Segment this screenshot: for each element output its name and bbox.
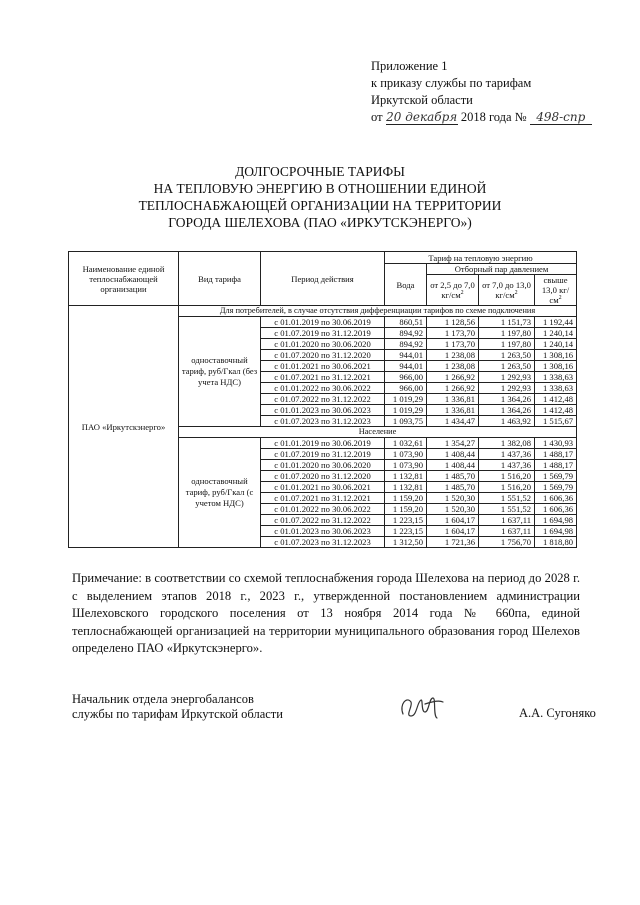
value-cell: 1 240,14 [535,339,577,350]
value-cell: 1 606,36 [535,493,577,504]
value-cell: 1 308,16 [535,361,577,372]
value-cell: 1 551,52 [479,504,535,515]
value-cell: 1 173,70 [427,328,479,339]
value-cell: 1 223,15 [385,515,427,526]
value-cell: 1 292,93 [479,383,535,394]
header-kind: Вид тарифа [179,252,261,306]
value-cell: 1 073,90 [385,449,427,460]
value-cell: 1 412,48 [535,394,577,405]
value-cell: 1 308,16 [535,350,577,361]
title-line-2: НА ТЕПЛОВУЮ ЭНЕРГИЮ В ОТНОШЕНИИ ЕДИНОЙ [153,181,487,196]
value-cell: 1 238,08 [427,361,479,372]
value-cell: 1 364,26 [479,405,535,416]
period-cell: с 01.01.2019 по 30.06.2019 [261,438,385,449]
period-cell: с 01.01.2020 по 30.06.2020 [261,339,385,350]
appendix-from-prefix: от [371,110,383,124]
value-cell: 1 019,29 [385,394,427,405]
value-cell: 1 019,29 [385,405,427,416]
period-cell: с 01.07.2022 по 31.12.2022 [261,394,385,405]
value-cell: 1 240,14 [535,328,577,339]
period-cell: с 01.07.2021 по 31.12.2021 [261,493,385,504]
value-cell: 1 336,81 [427,405,479,416]
value-cell: 1 338,63 [535,372,577,383]
value-cell: 1 516,20 [479,471,535,482]
value-cell: 1 437,36 [479,460,535,471]
appendix-line-2: к приказу службы по тарифам [371,76,532,90]
value-cell: 1 488,17 [535,460,577,471]
period-cell: с 01.07.2020 по 31.12.2020 [261,471,385,482]
appendix-line-3: Иркутской области [371,93,473,107]
value-cell: 966,00 [385,372,427,383]
period-cell: с 01.01.2020 по 30.06.2020 [261,460,385,471]
value-cell: 1 159,20 [385,504,427,515]
value-cell: 944,01 [385,361,427,372]
value-cell: 1 364,26 [479,394,535,405]
header-pressure-1: от 2,5 до 7,0 $кг/см^2$ [427,275,479,306]
value-cell: 1 515,67 [535,416,577,427]
value-cell: 1 382,08 [479,438,535,449]
value-cell: 1 485,70 [427,471,479,482]
appendix-block [371,58,592,126]
value-cell: 1 159,20 [385,493,427,504]
tariff-table [68,251,577,548]
value-cell: 1 437,36 [479,449,535,460]
value-cell: 1 694,98 [535,515,577,526]
value-cell: 1 488,17 [535,449,577,460]
value-cell: 966,00 [385,383,427,394]
header-tariff: Тариф на тепловую энергию [385,252,577,264]
value-cell: 1 292,93 [479,372,535,383]
title-line-1: ДОЛГОСРОЧНЫЕ ТАРИФЫ [235,164,405,179]
value-cell: 1 073,90 [385,460,427,471]
header-org: Наименование единой теплоснабжающей организации [69,252,179,306]
appendix-year-text: 2018 года № [460,110,527,124]
header-water: Вода [385,264,427,306]
value-cell: 1 721,36 [427,537,479,548]
title-line-4: ГОРОДА ШЕЛЕХОВА (ПАО «ИРКУТСКЭНЕРГО») [168,215,472,230]
value-cell: 1 604,17 [427,526,479,537]
tariff-kind-cell: одноставочный тариф, руб/Гкал (с учетом НДС) [179,438,261,548]
value-cell: 1 338,63 [535,383,577,394]
value-cell: 1 354,27 [427,438,479,449]
value-cell: 1 312,50 [385,537,427,548]
period-cell: с 01.01.2022 по 30.06.2022 [261,504,385,515]
value-cell: 1 408,44 [427,460,479,471]
value-cell: 1 263,50 [479,361,535,372]
handwritten-order-number: 498-спр [530,111,592,125]
value-cell: 1 604,17 [427,515,479,526]
value-cell: 1 818,80 [535,537,577,548]
value-cell: 1 551,52 [479,493,535,504]
appendix-date-line [371,109,592,126]
value-cell: 1 032,61 [385,438,427,449]
value-cell: 894,92 [385,328,427,339]
tariff-body [69,306,577,548]
org-name-cell: ПАО «Иркутскэнерго» [69,306,179,548]
value-cell: 1 223,15 [385,526,427,537]
value-cell: 1 520,30 [427,504,479,515]
value-cell: 1 569,79 [535,471,577,482]
group-label: Для потребителей, в случае отсутствия дифференциации тарифов по схеме подключения [179,306,577,317]
handwritten-signature [395,690,447,724]
value-cell: 1 132,81 [385,471,427,482]
period-cell: с 01.01.2021 по 30.06.2021 [261,482,385,493]
value-cell: 1 266,92 [427,372,479,383]
signature-title-line-1: Начальник отдела энергобалансов [72,692,254,706]
value-cell: 1 093,75 [385,416,427,427]
header-period: Период действия [261,252,385,306]
value-cell: 1 263,50 [479,350,535,361]
value-cell: 1 637,11 [479,515,535,526]
value-cell: 1 606,36 [535,504,577,515]
value-cell: 1 434,47 [427,416,479,427]
period-cell: с 01.07.2023 по 31.12.2023 [261,537,385,548]
period-cell: с 01.07.2019 по 31.12.2019 [261,328,385,339]
signature-block [72,692,283,722]
value-cell: 944,01 [385,350,427,361]
value-cell: 1 430,93 [535,438,577,449]
value-cell: 1 197,80 [479,339,535,350]
header-steam: Отборный пар давлением [427,264,577,275]
value-cell: 1 266,92 [427,383,479,394]
value-cell: 1 197,80 [479,328,535,339]
period-cell: с 01.01.2023 по 30.06.2023 [261,405,385,416]
handwritten-date: 20 декабря [386,110,458,124]
period-cell: с 01.01.2021 по 30.06.2021 [261,361,385,372]
value-cell: 1 151,73 [479,317,535,328]
value-cell: 1 238,08 [427,350,479,361]
period-cell: с 01.07.2021 по 31.12.2021 [261,372,385,383]
header-pressure-2: от 7,0 до 13,0 $кг/см^2$ [479,275,535,306]
group-label: Население [179,427,577,438]
appendix-line-1: Приложение 1 [371,59,448,73]
value-cell: 1 756,70 [479,537,535,548]
document-title [120,163,520,231]
period-cell: с 01.01.2023 по 30.06.2023 [261,526,385,537]
value-cell: 1 132,81 [385,482,427,493]
value-cell: 1 336,81 [427,394,479,405]
header-pressure-3: свыше 13,0 $кг/см^2$ [535,275,577,306]
period-cell: с 01.07.2023 по 31.12.2023 [261,416,385,427]
value-cell: 1 128,56 [427,317,479,328]
value-cell: 1 520,30 [427,493,479,504]
value-cell: 1 485,70 [427,482,479,493]
value-cell: 1 408,44 [427,449,479,460]
signer-name: А.А. Сугоняко [519,706,596,720]
period-cell: с 01.07.2022 по 31.12.2022 [261,515,385,526]
value-cell: 1 463,92 [479,416,535,427]
period-cell: с 01.01.2022 по 30.06.2022 [261,383,385,394]
value-cell: 1 694,98 [535,526,577,537]
value-cell: 894,92 [385,339,427,350]
value-cell: 860,51 [385,317,427,328]
signature-title-line-2: службы по тарифам Иркутской области [72,707,283,721]
value-cell: 1 173,70 [427,339,479,350]
period-cell: с 01.07.2019 по 31.12.2019 [261,449,385,460]
period-cell: с 01.07.2020 по 31.12.2020 [261,350,385,361]
value-cell: 1 412,48 [535,405,577,416]
period-cell: с 01.01.2019 по 30.06.2019 [261,317,385,328]
note-paragraph: Примечание: в соответствии со схемой теплоснабжения города Шелехова на период до 2028 г. с выделением этапов 2018 г., 2023 г., утвержденной постановлением администрации Шелеховского городского поселения от 13 ноября 2014 года № 660па, единой теплоснабжающей организацией на территории муниципального образования город Шелехов определено ПАО «Иркутскэнерго». [72,571,580,655]
title-line-3: ТЕПЛОСНАБЖАЮЩЕЙ ОРГАНИЗАЦИИ НА ТЕРРИТОРИИ [138,198,502,213]
value-cell: 1 637,11 [479,526,535,537]
value-cell: 1 569,79 [535,482,577,493]
value-cell: 1 516,20 [479,482,535,493]
value-cell: 1 192,44 [535,317,577,328]
tariff-kind-cell: одноставочный тариф, руб/Гкал (без учета НДС) [179,317,261,427]
